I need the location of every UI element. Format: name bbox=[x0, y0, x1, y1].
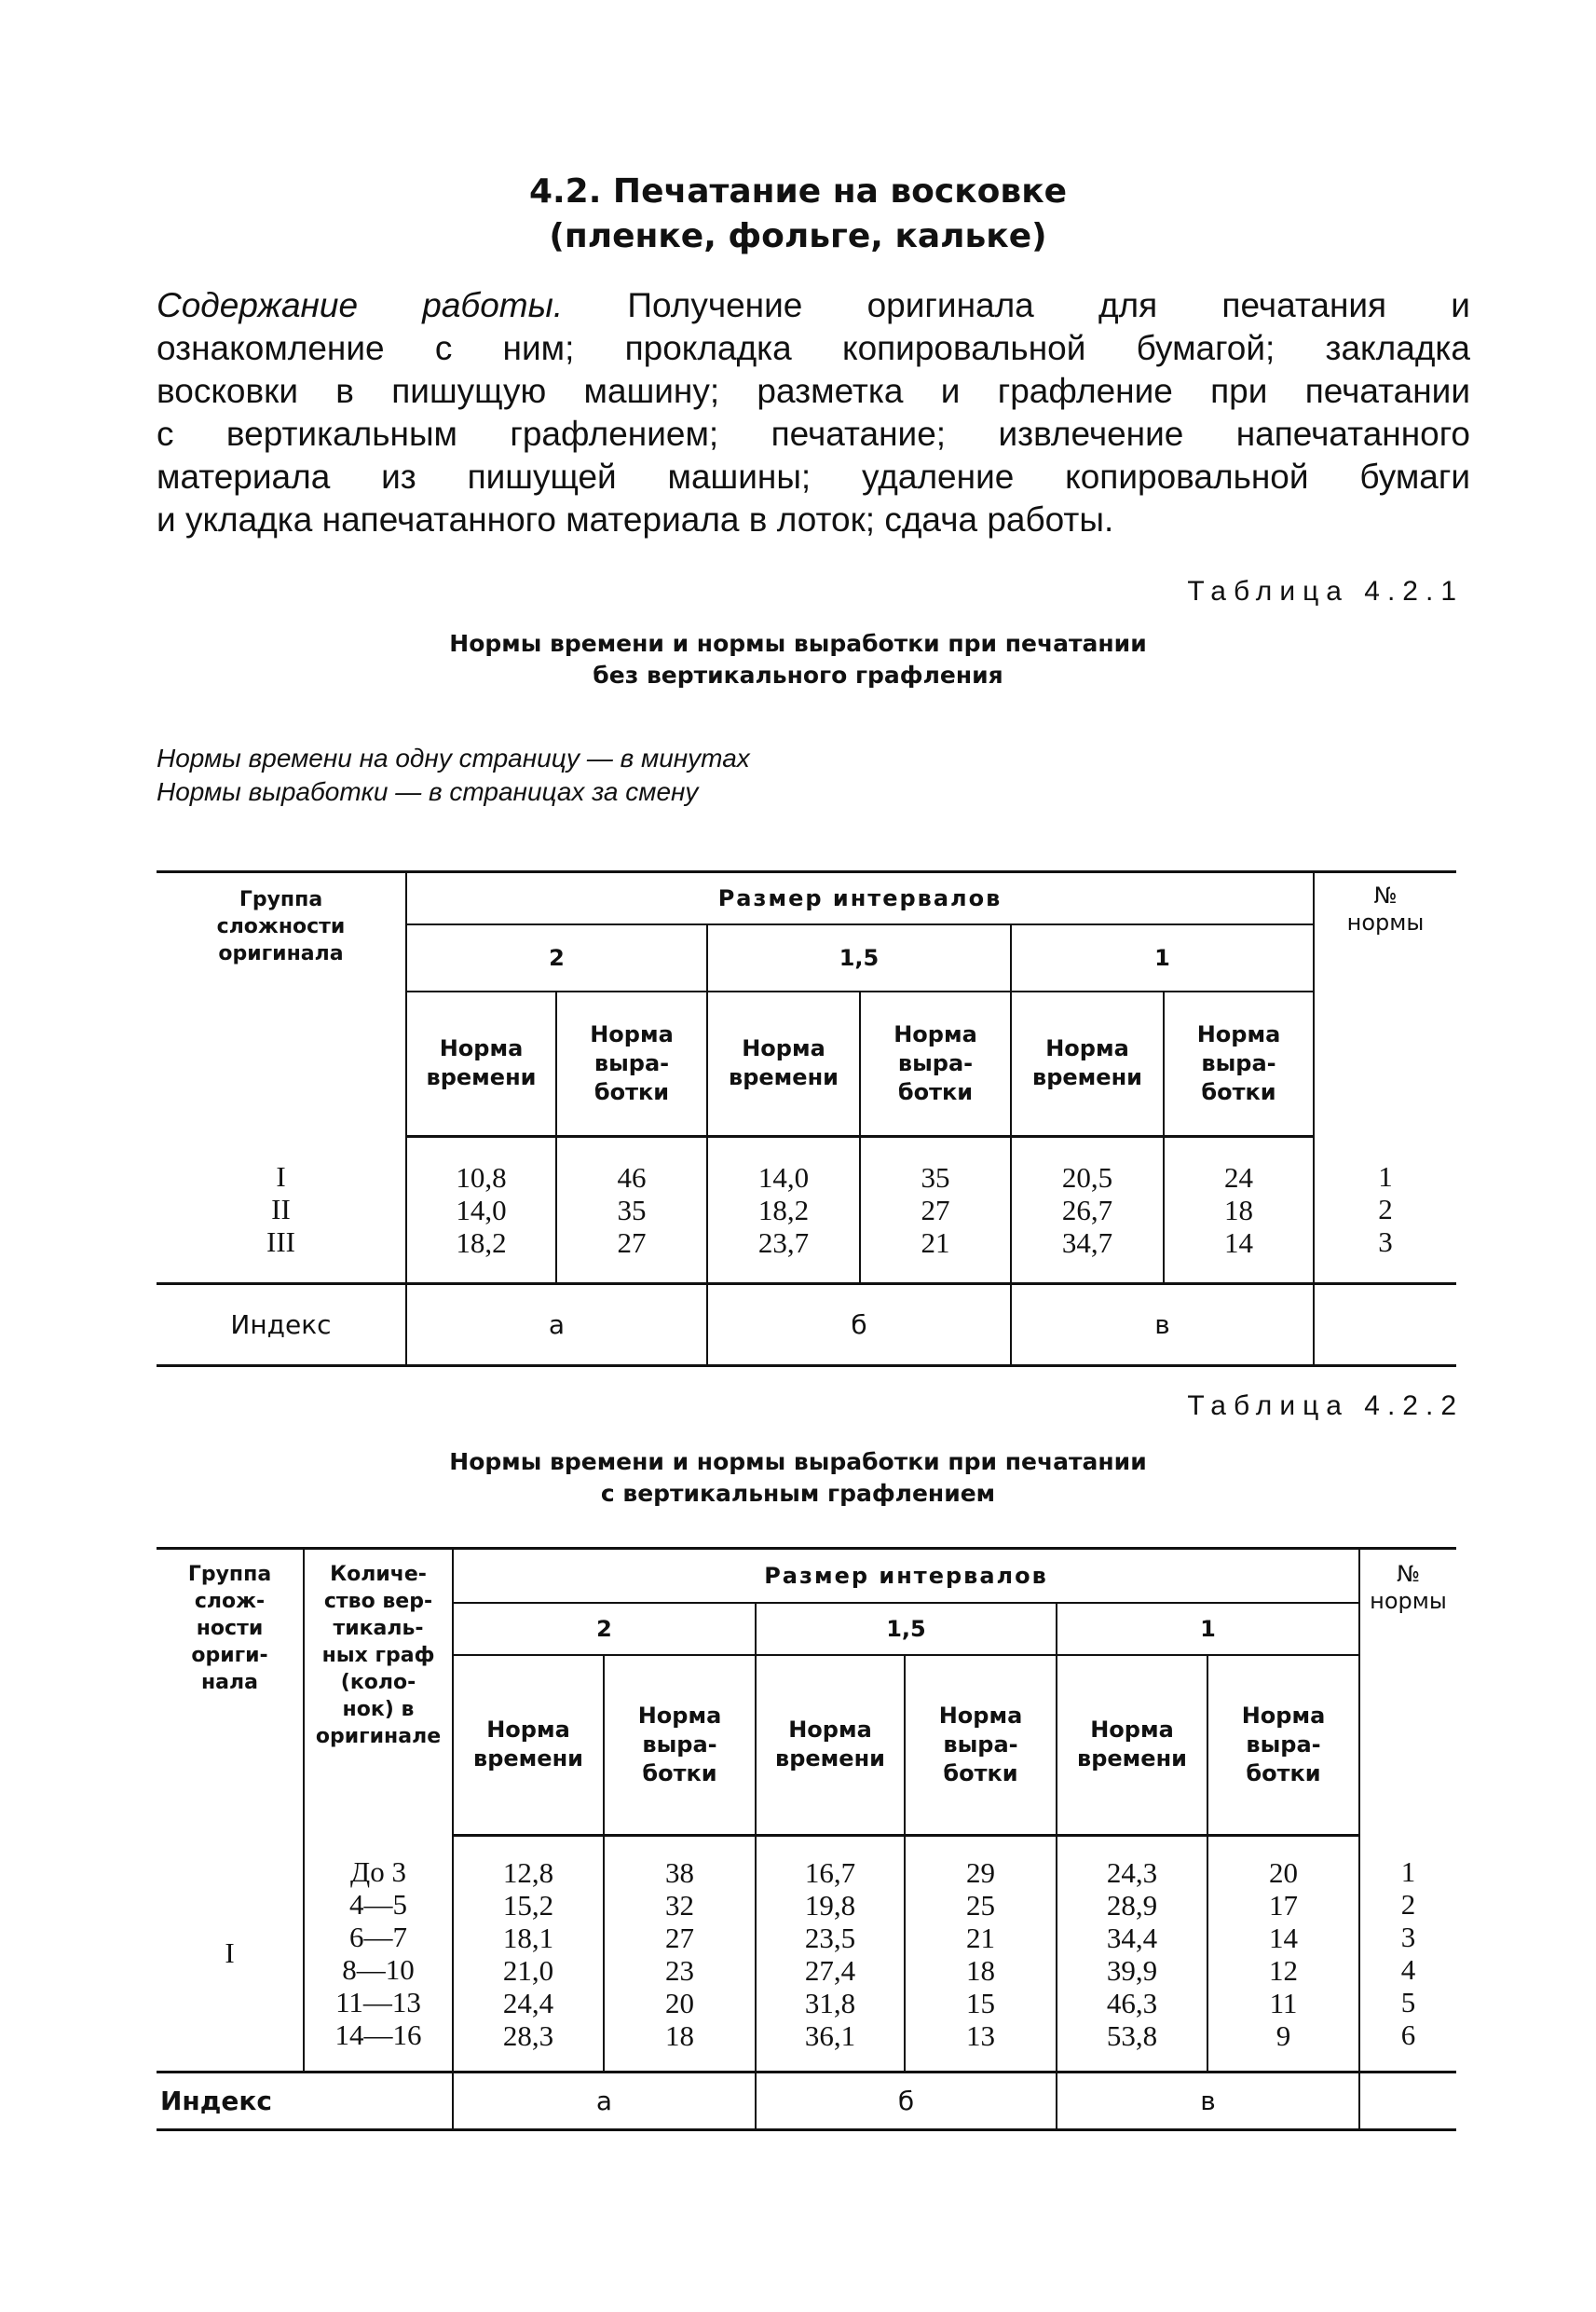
table2-group: I bbox=[157, 1836, 304, 2073]
table1-header-time: Норма времени bbox=[707, 992, 860, 1137]
table2-norm-numbers: 1 2 3 4 5 6 bbox=[1359, 1836, 1456, 2073]
table2-header-output: Норма выра- ботки bbox=[604, 1655, 756, 1836]
table2-col-output-1-5: 29 25 21 18 15 13 bbox=[905, 1836, 1057, 2073]
table1-header-time: Норма времени bbox=[1011, 992, 1164, 1137]
work-content-line: восковки в пишущую машину; разметка и графление при печатании bbox=[157, 372, 1470, 410]
work-content-paragraph bbox=[157, 284, 1470, 541]
table2-header-time: Норма времени bbox=[756, 1655, 905, 1836]
table2-index-b: б bbox=[756, 2073, 1057, 2130]
table1-col-output-2: 46 35 27 bbox=[556, 1137, 707, 1284]
table2-header-size-2: 2 bbox=[453, 1603, 756, 1655]
table1-header-group: Группа сложности оригинала bbox=[157, 872, 406, 1137]
table2-header-time: Норма времени bbox=[1057, 1655, 1207, 1836]
table1-norm-numbers: 1 2 3 bbox=[1314, 1137, 1456, 1284]
table1-index-b: б bbox=[707, 1284, 1011, 1366]
table1-col-time-1-5: 14,0 18,2 23,7 bbox=[707, 1137, 860, 1284]
table2-header-group: Группа слож- ности ориги- нала bbox=[157, 1549, 304, 1836]
table2-number: Таблица 4.2.2 bbox=[1187, 1390, 1464, 1421]
table2-caption-line2: с вертикальным графлением bbox=[600, 1480, 996, 1507]
table1-caption-line2: без вертикального графления bbox=[593, 662, 1003, 689]
table2 bbox=[157, 1547, 1456, 2131]
table2-header-output: Норма выра- ботки bbox=[1207, 1655, 1359, 1836]
table1-index-empty bbox=[1314, 1284, 1456, 1366]
table1-col-time-2: 10,8 14,0 18,2 bbox=[406, 1137, 556, 1284]
work-content-lead: Содержание работы. bbox=[157, 286, 564, 324]
section-title-line1: 4.2. Печатание на восковке bbox=[528, 172, 1068, 211]
table2-header-output: Норма выра- ботки bbox=[905, 1655, 1057, 1836]
section-title bbox=[0, 170, 1596, 259]
table1-header-norm-no: № нормы bbox=[1314, 872, 1456, 1137]
table1-units-output: Нормы выработки — в страницах за смену bbox=[157, 777, 699, 806]
table2-col-time-1: 24,3 28,9 34,4 39,9 46,3 53,8 bbox=[1057, 1836, 1207, 2073]
table1-units bbox=[157, 742, 750, 809]
table2-caption-line1: Нормы времени и нормы выработки при печатании bbox=[449, 1448, 1147, 1475]
work-content-line: Получение оригинала для печатания и bbox=[563, 286, 1470, 324]
table1 bbox=[157, 870, 1456, 1367]
table2-header-count: Количе- ство вер- тикаль- ных граф (коло- нок) в оригинале bbox=[304, 1549, 453, 1836]
table2-index-label: Индекс bbox=[157, 2073, 453, 2130]
table1-index-v: в bbox=[1011, 1284, 1314, 1366]
table1-units-time: Нормы времени на одну страницу — в минутах bbox=[157, 744, 750, 773]
table1-header-size-2: 2 bbox=[406, 924, 707, 992]
table1-header-output: Норма выра- ботки bbox=[1164, 992, 1314, 1137]
table2-index-a: а bbox=[453, 2073, 756, 2130]
table2-index-empty bbox=[1359, 2073, 1456, 2130]
table1-header-size-1: 1 bbox=[1011, 924, 1314, 992]
table2-col-time-1-5: 16,7 19,8 23,5 27,4 31,8 36,1 bbox=[756, 1836, 905, 2073]
table1-index-a: а bbox=[406, 1284, 707, 1366]
table1-caption bbox=[0, 628, 1596, 691]
table1-number: Таблица 4.2.1 bbox=[1187, 576, 1464, 607]
table2-header-time: Норма времени bbox=[453, 1655, 604, 1836]
work-content-line: и укладка напечатанного материала в лоток; сдача работы. bbox=[157, 500, 1114, 539]
work-content-line: материала из пишущей машины; удаление копировальной бумаги bbox=[157, 458, 1470, 496]
table1-header-size-1-5: 1,5 bbox=[707, 924, 1011, 992]
table2-col-output-2: 38 32 27 23 20 18 bbox=[604, 1836, 756, 2073]
table2-col-output-1: 20 17 14 12 11 9 bbox=[1207, 1836, 1359, 2073]
table2-header-size-1-5: 1,5 bbox=[756, 1603, 1057, 1655]
table1-header-time: Норма времени bbox=[406, 992, 556, 1137]
table1-index-label: Индекс bbox=[157, 1284, 406, 1366]
table1-header-output: Норма выра- ботки bbox=[860, 992, 1011, 1137]
table2-index-v: в bbox=[1057, 2073, 1359, 2130]
table1-col-time-1: 20,5 26,7 34,7 bbox=[1011, 1137, 1164, 1284]
table1-caption-line1: Нормы времени и нормы выработки при печатании bbox=[449, 630, 1147, 657]
table1-col-output-1: 24 18 14 bbox=[1164, 1137, 1314, 1284]
table2-caption bbox=[0, 1446, 1596, 1510]
work-content-line: с вертикальным графлением; печатание; извлечение напечатанного bbox=[157, 415, 1470, 453]
table2-counts: До 3 4—5 6—7 8—10 11—13 14—16 bbox=[304, 1836, 453, 2073]
table1-groups: I II III bbox=[157, 1137, 406, 1284]
table1-header-intervals: Размер интервалов bbox=[406, 872, 1314, 924]
table2-col-time-2: 12,8 15,2 18,1 21,0 24,4 28,3 bbox=[453, 1836, 604, 2073]
table2-header-size-1: 1 bbox=[1057, 1603, 1359, 1655]
work-content-line: ознакомление с ним; прокладка копировальной бумагой; закладка bbox=[157, 329, 1470, 367]
section-title-line2: (пленке, фольге, кальке) bbox=[549, 217, 1047, 255]
table1-col-output-1-5: 35 27 21 bbox=[860, 1137, 1011, 1284]
table2-header-intervals: Размер интервалов bbox=[453, 1549, 1359, 1603]
table2-header-norm-no: № нормы bbox=[1359, 1549, 1456, 1836]
table1-header-output: Норма выра- ботки bbox=[556, 992, 707, 1137]
